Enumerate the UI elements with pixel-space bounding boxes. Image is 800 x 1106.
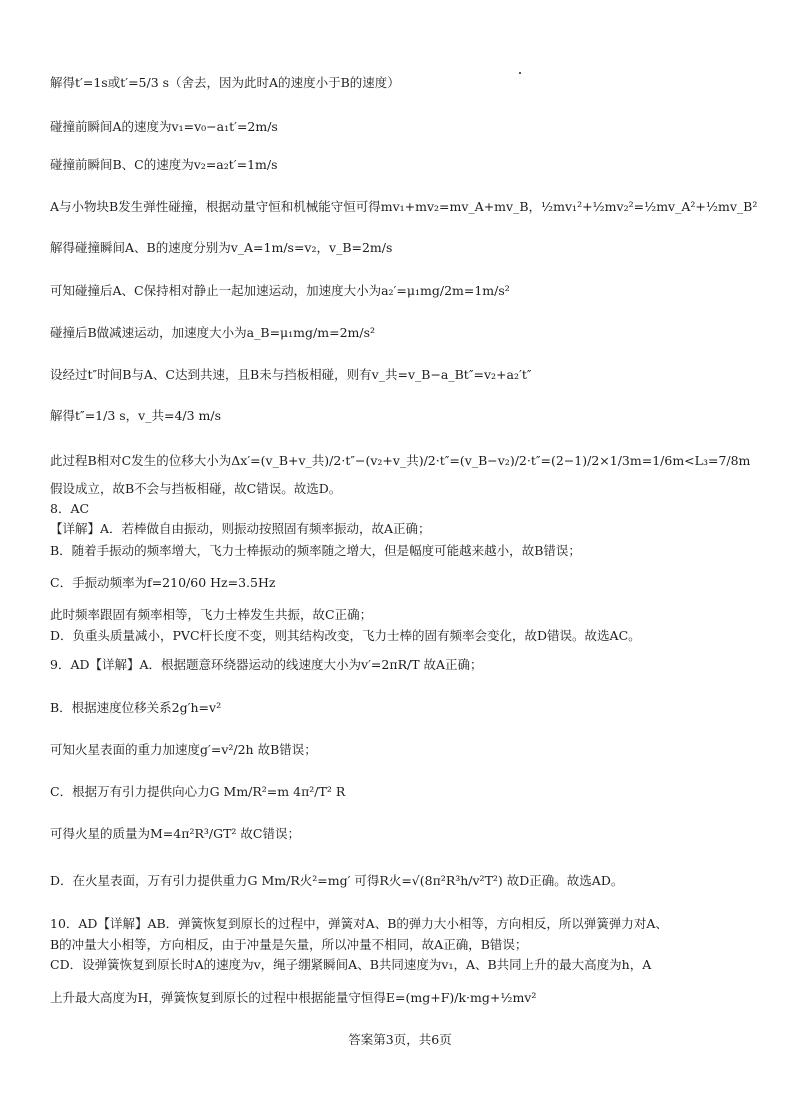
text-line: C．根据万有引力提供向心力G Mm/R²=m 4π²/T² R: [50, 784, 346, 799]
text-line: 上升最大高度为H，弹簧恢复到原长的过程中根据能量守恒得E=(mg+F)/k·mg+½mv²: [50, 990, 537, 1005]
text-line: 解得t′=1s或t′=5/3 s（舍去，因为此时A的速度小于B的速度）: [50, 75, 400, 90]
text-line: C．手振动频率为f=210/60 Hz=3.5Hz: [50, 575, 276, 590]
text-line: 此过程B相对C发生的位移大小为Δx′=(v_B+v_共)/2·t″−(v₂+v_共)/2·t″=(v_B−v₂)/2·t″=(2−1)/2×1/3m=1/6m<L₃=7/8m: [50, 453, 751, 468]
text-line: 碰撞前瞬间A的速度为v₁=v₀−a₁t′=2m/s: [50, 119, 278, 134]
text-line: 碰撞后B做减速运动，加速度大小为a_B=μ₁mg/m=2m/s²: [50, 325, 376, 340]
text-line: D．负重头质量减小，PVC杆长度不变，则其结构改变，飞力士棒的固有频率会变化，故D错误。故选AC。: [50, 628, 641, 643]
text-line: 10．AD【详解】AB．弹簧恢复到原长的过程中，弹簧对A、B的弹力大小相等，方向相反，所以弹簧弹力对A、: [50, 916, 668, 931]
text-line: 可得火星的质量为M=4π²R³/GT² 故C错误；: [50, 826, 300, 841]
text-line: 可知火星表面的重力加速度g′=v²/2h 故B错误；: [50, 742, 317, 757]
page-footer: 答案第3页，共6页: [348, 1032, 452, 1047]
text-line: CD．设弹簧恢复到原长时A的速度为v，绳子绷紧瞬间A、B共同速度为v₁，A、B共同上升的最大高度为h，A: [50, 957, 652, 972]
text-line: 解得碰撞瞬间A、B的速度分别为v_A=1m/s=v₂，v_B=2m/s: [50, 240, 393, 255]
text-line: B的冲量大小相等，方向相反，由于冲量是矢量，所以冲量不相同，故A正确，B错误；: [50, 937, 528, 952]
text-line: 此时频率跟固有频率相等，飞力士棒发生共振，故C正确；: [50, 607, 373, 622]
text-line: B．根据速度位移关系2g′h=v²: [50, 700, 222, 715]
text-line: 【详解】A．若棒做自由振动，则振动按照固有频率振动，故A正确；: [50, 521, 431, 536]
scan-speck: [519, 72, 521, 74]
text-line: A与小物块B发生弹性碰撞，根据动量守恒和机械能守恒可得mv₁+mv₂=mv_A+mv_B，½mv₁²+½mv₂²=½mv_A²+½mv_B²: [50, 199, 758, 214]
text-line: 可知碰撞后A、C保持相对静止一起加速运动，加速度大小为a₂′=μ₁mg/2m=1m/s²: [50, 283, 510, 298]
text-line: 设经过t″时间B与A、C达到共速，且B未与挡板相碰，则有v_共=v_B−a_Bt″=v₂+a₂′t″: [50, 367, 532, 382]
text-line: 9．AD【详解】A．根据题意环绕器运动的线速度大小为v′=2πR/T 故A正确；: [50, 657, 483, 672]
text-line: 假设成立，故B不会与挡板相碰，故C错误。故选D。: [50, 481, 342, 496]
text-line: 碰撞前瞬间B、C的速度为v₂=a₂t′=1m/s: [50, 157, 278, 172]
text-line: D．在火星表面，万有引力提供重力G Mm/R火²=mg′ 可得R火=√(8π²R³h/v²T²) 故D正确。故选AD。: [50, 873, 624, 888]
question-number: 8．AC: [50, 501, 90, 516]
text-line: 解得t″=1/3 s，v_共=4/3 m/s: [50, 408, 222, 423]
text-line: B．随着手振动的频率增大，飞力士棒振动的频率随之增大，但是幅度可能越来越小，故B错误；: [50, 543, 581, 558]
